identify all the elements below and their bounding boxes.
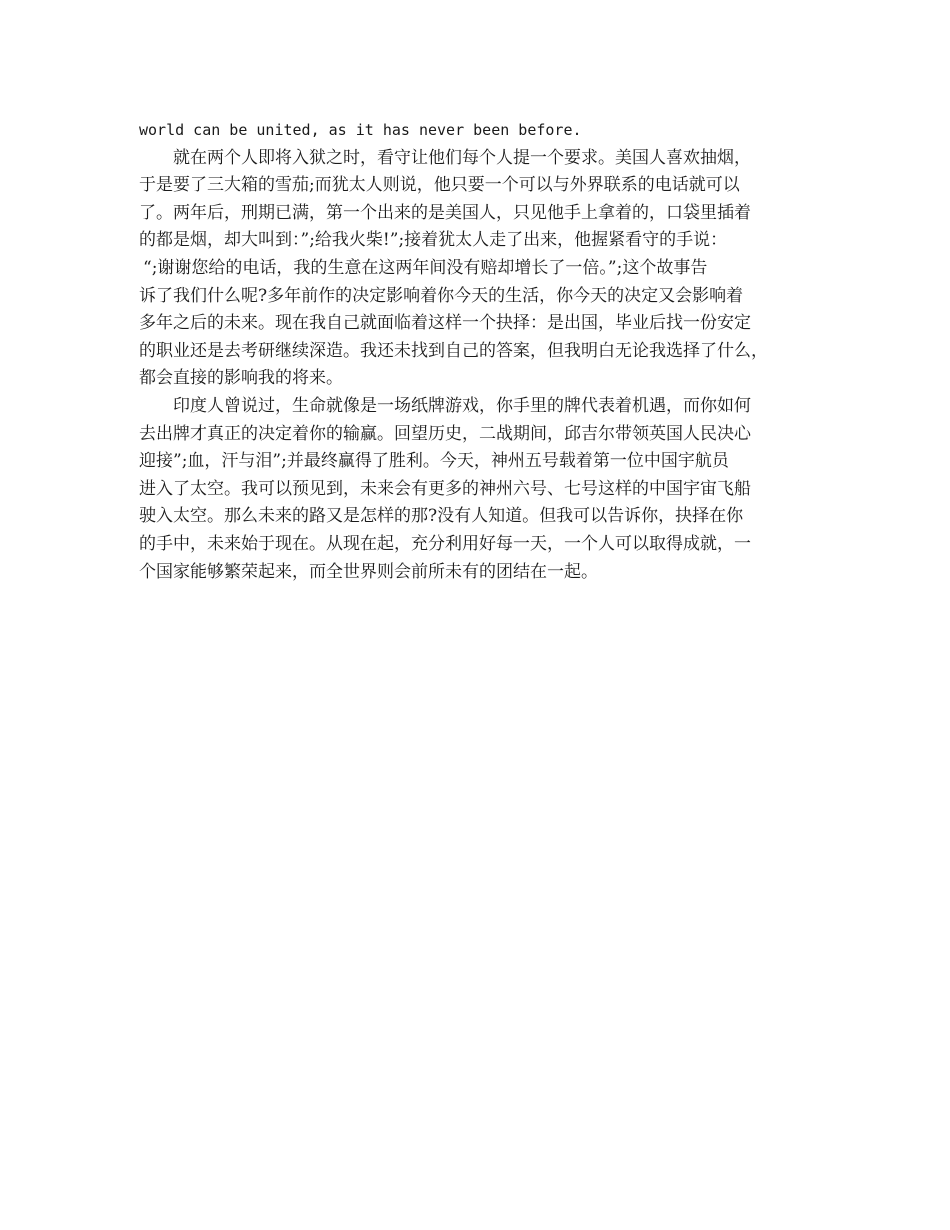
text-line: world can be united, as it has never been before. [139,121,582,139]
text-line: 了。两年后，刑期已满，第一个出来的是美国人，只见他手上拿着的，口袋里插着 [139,202,751,223]
paragraph-prison-story [139,145,829,393]
paragraph-future-choice [139,393,829,586]
text-line: 的职业还是去考研继续深造。我还未找到自己的答案，但我明白无论我选择了什么， [139,340,768,361]
text-line: 去出牌才真正的决定着你的输赢。回望历史，二战期间，邱吉尔带领英国人民决心 [139,423,751,444]
text-line: 就在两个人即将入狱之时，看守让他们每个人提一个要求。美国人喜欢抽烟， [173,147,751,168]
text-line: 迎接”;血，汗与泪”;并最终赢得了胜利。今天，神州五号载着第一位中国宇航员 [139,451,729,472]
text-line: 的都是烟，却大叫到：”;给我火柴!”;接着犹太人走了出来，他握紧看守的手说： [139,230,728,251]
text-line: 诉了我们什么呢?多年前作的决定影响着你今天的生活，你今天的决定又会影响着 [139,285,744,306]
text-line: 个国家能够繁荣起来，而全世界则会前所未有的团结在一起。 [139,561,598,582]
paragraph-continuation [139,117,829,145]
text-line: 进入了太空。我可以预见到，未来会有更多的神州六号、七号这样的中国宇宙飞船 [139,478,751,499]
text-line: 的手中，未来始于现在。从现在起，充分利用好每一天，一个人可以取得成就，一 [139,533,751,554]
text-line: 于是要了三大箱的雪茄;而犹太人则说，他只要一个可以与外界联系的电话就可以 [139,175,740,196]
document-body [139,117,829,586]
text-line: 都会直接的影响我的将来。 [139,368,343,389]
text-line: 驶入太空。那么未来的路又是怎样的那?没有人知道。但我可以告诉你，抉择在你 [139,506,744,527]
text-line: 印度人曾说过，生命就像是一场纸牌游戏，你手里的牌代表着机遇，而你如何 [173,395,751,416]
text-line: 多年之后的未来。现在我自己就面临着这样一个抉择：是出国，毕业后找一份安定 [139,313,751,334]
text-line: “;谢谢您给的电话，我的生意在这两年间没有赔却增长了一倍。”;这个故事告 [143,257,708,278]
